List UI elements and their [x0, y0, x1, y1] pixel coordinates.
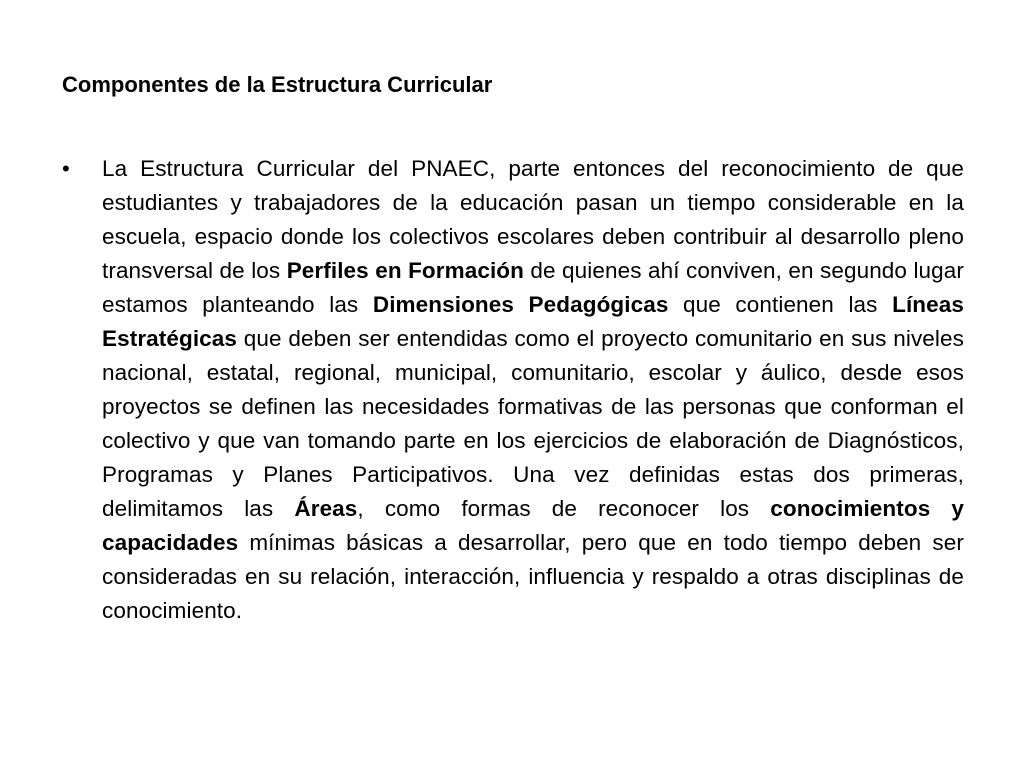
- bold-term-lineas-estrategicas: Líneas Estratégicas: [102, 292, 964, 351]
- slide-title: Componentes de la Estructura Curricular: [62, 72, 493, 97]
- bold-term-perfiles-en-formacion: Perfiles en Formación: [286, 258, 524, 283]
- bold-term-areas: Áreas: [294, 496, 358, 521]
- text-segment: , como formas de reconocer los: [357, 496, 771, 521]
- bullet-list: [62, 152, 964, 628]
- text-segment: que deben ser entendidas como el proyecto comunitario en sus niveles nacional, estatal, regional, municipal, comunitario, escolar y áulico, desde esos proyectos se definen las necesidades formativas de las personas que conforman el colectivo y que van tomando parte en los ejercicios de elaboración de Diagnósticos, Programas y Planes Participativos. Una vez definidas estas dos primeras, delimitamos las: [102, 326, 964, 521]
- bullet-symbol: •: [62, 156, 70, 181]
- bullet-item: [62, 152, 964, 628]
- text-segment: de quienes ahí conviven, en segundo lugar estamos planteando las: [102, 258, 964, 317]
- bullet-text: [102, 156, 964, 623]
- text-segment: La Estructura Curricular del PNAEC, parte entonces del reconocimiento de que estudiantes y trabajadores de la educación pasan un tiempo considerable en la escuela, espacio donde los colectivos escolares deben contribuir al desarrollo pleno transversal de los: [102, 156, 964, 283]
- bold-term-dimensiones-pedagogicas: Dimensiones Pedagógicas: [372, 292, 669, 317]
- text-segment: que contienen las: [668, 292, 893, 317]
- text-segment: mínimas básicas a desarrollar, pero que en todo tiempo deben ser consideradas en su relación, interacción, influencia y respaldo a otras disciplinas de conocimiento.: [102, 530, 964, 623]
- bold-term-conocimientos-y-capacidades: conocimientos y capacidades: [102, 496, 964, 555]
